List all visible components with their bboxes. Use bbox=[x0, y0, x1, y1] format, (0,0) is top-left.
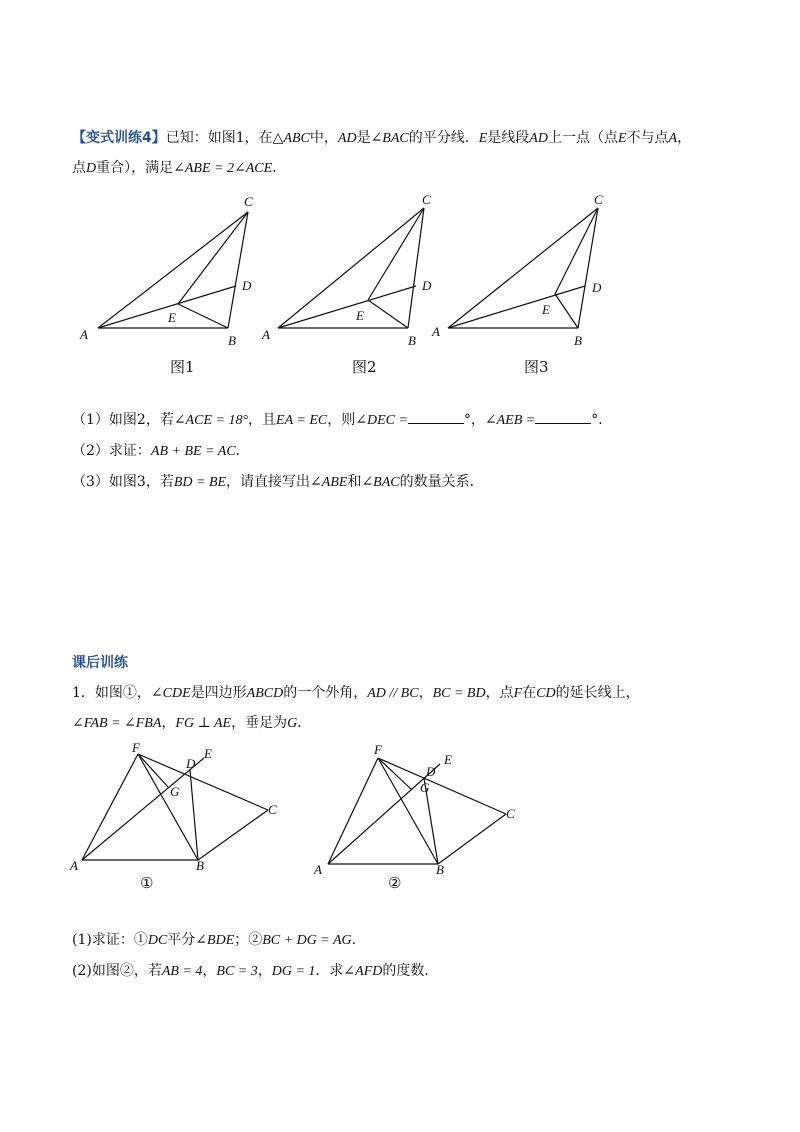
text: ． bbox=[235, 443, 250, 459]
label-b: B bbox=[228, 333, 236, 348]
problem4-question2 bbox=[72, 441, 250, 462]
text: 的平分线． bbox=[408, 130, 479, 146]
segment-af bbox=[82, 754, 138, 860]
math: G bbox=[287, 716, 298, 731]
segment-eb bbox=[368, 300, 408, 328]
math: ∠ABE = 2∠ACE bbox=[173, 161, 273, 176]
math: D bbox=[86, 161, 97, 176]
text: ．求 bbox=[315, 963, 344, 979]
text: ；② bbox=[234, 932, 263, 948]
segment-bc bbox=[228, 212, 248, 328]
text: 上一点（点 bbox=[547, 130, 618, 146]
math: ∠ABE bbox=[310, 475, 348, 490]
segment-af bbox=[328, 758, 378, 864]
math: E bbox=[478, 131, 488, 146]
segment-ae bbox=[82, 758, 204, 860]
figure-3-caption: 图3 bbox=[524, 358, 549, 376]
math: DG = 1 bbox=[271, 964, 316, 979]
math: ∠FAB = ∠FBA bbox=[72, 716, 162, 731]
homework-heading: 课后训练 bbox=[72, 655, 128, 671]
text: ， bbox=[202, 963, 217, 979]
figure-circle-2-caption: ② bbox=[388, 874, 402, 892]
math: FG ⊥ AE bbox=[175, 716, 232, 731]
text: ，垂足为 bbox=[231, 715, 288, 731]
text: 重合），满足 bbox=[96, 160, 174, 176]
figure-3 bbox=[430, 190, 630, 350]
figure-2 bbox=[258, 190, 448, 350]
segment-ac bbox=[278, 208, 424, 328]
math: DC bbox=[147, 933, 168, 948]
text: ， bbox=[418, 685, 433, 701]
text: 中， bbox=[309, 130, 338, 146]
text: ， bbox=[677, 130, 692, 146]
label-b: B bbox=[574, 333, 582, 348]
math: EA = EC bbox=[276, 413, 328, 428]
label-b: B bbox=[436, 862, 444, 877]
text: ． bbox=[351, 932, 366, 948]
label-d: D bbox=[186, 756, 196, 771]
math: AD bbox=[337, 131, 357, 146]
problem4-line2 bbox=[72, 158, 286, 179]
text: °． bbox=[591, 412, 613, 428]
label-d: D bbox=[426, 764, 436, 779]
label-a: A bbox=[70, 858, 78, 873]
math: ∠DEC = bbox=[355, 413, 408, 428]
segment-bc bbox=[198, 810, 268, 860]
math: BC = BD bbox=[432, 686, 486, 701]
math: A bbox=[668, 131, 678, 146]
text: ， bbox=[257, 963, 272, 979]
problem4-heading: 【变式训练4】 bbox=[72, 130, 166, 146]
text: ，则 bbox=[327, 412, 356, 428]
problem4-line1 bbox=[72, 128, 691, 149]
segment-fg bbox=[378, 758, 412, 790]
problem4-question3 bbox=[72, 472, 484, 493]
math: BC = 3 bbox=[216, 964, 258, 979]
figure-2-caption: 图2 bbox=[352, 358, 377, 376]
text: （3）如图3，若 bbox=[72, 474, 174, 490]
math: ∠AEB = bbox=[484, 413, 536, 428]
homework-question1 bbox=[72, 930, 366, 951]
homework-question2 bbox=[72, 961, 438, 982]
figure-1 bbox=[76, 190, 266, 350]
text: 的数量关系． bbox=[399, 474, 484, 490]
homework-line2 bbox=[72, 713, 311, 734]
label-g: G bbox=[420, 780, 430, 795]
text: (1)求证：① bbox=[72, 932, 148, 948]
label-a: A bbox=[432, 324, 440, 339]
label-f: F bbox=[374, 742, 382, 757]
label-e: E bbox=[444, 752, 452, 767]
label-b: B bbox=[196, 858, 204, 873]
label-a: A bbox=[314, 862, 322, 877]
label-d: D bbox=[422, 278, 432, 293]
label-a: A bbox=[262, 327, 270, 342]
math: ∠BDE bbox=[195, 933, 235, 948]
label-f: F bbox=[132, 740, 140, 755]
text: (2)如图②，若 bbox=[72, 963, 162, 979]
text: ，请直接写出 bbox=[226, 474, 311, 490]
segment-eb bbox=[555, 294, 578, 328]
label-e: E bbox=[542, 302, 550, 317]
figure-circle-2 bbox=[308, 740, 538, 880]
text: °， bbox=[463, 412, 485, 428]
segment-bc bbox=[578, 208, 598, 328]
text: 1．如图①， bbox=[72, 685, 151, 701]
math: F bbox=[513, 686, 523, 701]
math: ∠ACE = 18° bbox=[173, 413, 249, 428]
segment-bc bbox=[438, 814, 506, 864]
text: ，且 bbox=[248, 412, 277, 428]
label-d: D bbox=[592, 280, 602, 295]
math: BD = BE bbox=[173, 475, 227, 490]
text: 不与点 bbox=[626, 130, 669, 146]
math: ∠CDE bbox=[150, 686, 191, 701]
label-c: C bbox=[244, 194, 253, 209]
math: AB + BE = AC bbox=[150, 444, 236, 459]
text: 在 bbox=[522, 685, 537, 701]
text: ，点 bbox=[485, 685, 514, 701]
math: ∠BAC bbox=[370, 131, 409, 146]
math: △ABC bbox=[272, 131, 310, 146]
text: 的度数． bbox=[382, 963, 439, 979]
label-e: E bbox=[168, 310, 176, 325]
text: 的延长线上， bbox=[555, 685, 640, 701]
text: 是四边形 bbox=[190, 685, 247, 701]
text: 已知：如图1，在 bbox=[165, 130, 273, 146]
math: CD bbox=[536, 686, 556, 701]
label-c: C bbox=[422, 192, 431, 207]
math: ABCD bbox=[246, 686, 284, 701]
figure-1-caption: 图1 bbox=[170, 358, 195, 376]
segment-bc bbox=[408, 208, 424, 328]
answer-blank-dec[interactable] bbox=[408, 411, 464, 424]
math: BC + DG = AG bbox=[262, 933, 352, 948]
text: 的一个外角， bbox=[283, 685, 368, 701]
segment-fc bbox=[138, 754, 268, 810]
segment-eb bbox=[178, 304, 228, 328]
text: ． bbox=[272, 160, 287, 176]
text: 和 bbox=[347, 474, 362, 490]
text: 是 bbox=[356, 130, 371, 146]
text: ． bbox=[297, 715, 312, 731]
label-c: C bbox=[594, 192, 603, 207]
segment-fg bbox=[138, 754, 168, 787]
figure-circle-1-caption: ① bbox=[140, 874, 154, 892]
math: ∠BAC bbox=[361, 475, 400, 490]
problem4-question1 bbox=[72, 410, 612, 431]
segment-fc bbox=[378, 758, 506, 814]
math: AB = 4 bbox=[161, 964, 203, 979]
label-c: C bbox=[268, 802, 277, 817]
math: E bbox=[617, 131, 627, 146]
text: ， bbox=[161, 715, 176, 731]
segment-ad bbox=[278, 286, 416, 328]
math: AD bbox=[529, 131, 548, 146]
figure-circle-1 bbox=[62, 740, 292, 880]
label-e: E bbox=[204, 746, 212, 761]
text: 是线段 bbox=[487, 130, 530, 146]
segment-bd bbox=[190, 770, 198, 860]
label-a: A bbox=[80, 327, 88, 342]
label-b: B bbox=[408, 333, 416, 348]
segment-ae bbox=[328, 764, 440, 864]
math: AD // BC bbox=[367, 686, 419, 701]
segment-ac bbox=[448, 208, 598, 328]
label-g: G bbox=[170, 784, 180, 799]
label-d: D bbox=[242, 278, 252, 293]
math: ∠AFD bbox=[343, 964, 383, 979]
text: 点 bbox=[72, 160, 86, 176]
label-c: C bbox=[506, 806, 515, 821]
answer-blank-aeb[interactable] bbox=[535, 411, 591, 424]
text: （1）如图2，若 bbox=[72, 412, 174, 428]
text: （2）求证： bbox=[72, 443, 151, 459]
homework-line1 bbox=[72, 683, 640, 704]
text: 平分 bbox=[167, 932, 196, 948]
label-e: E bbox=[356, 308, 364, 323]
